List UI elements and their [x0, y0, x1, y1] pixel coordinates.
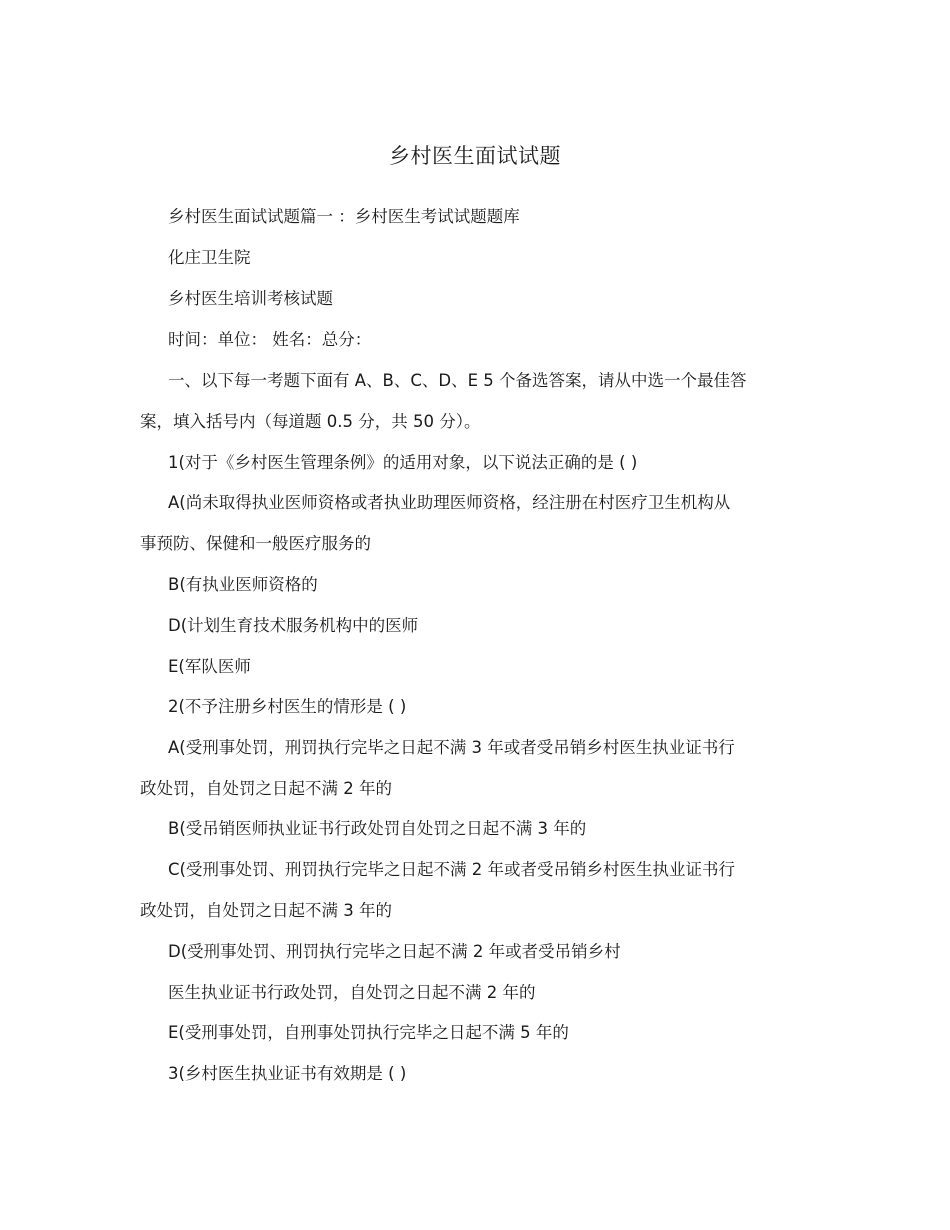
- text-line: 时间：单位： 姓名：总分：: [168, 330, 372, 349]
- option-line: D(计划生育技术服务机构中的医师: [168, 616, 419, 635]
- option-line: B(有执业医师资格的: [168, 575, 318, 594]
- option-line: 医生执业证书行政处罚，自处罚之日起不满 2 年的: [168, 983, 536, 1002]
- option-line: 政处罚，自处罚之日起不满 3 年的: [140, 901, 392, 920]
- option-line: E(受刑事处罚，自刑事处罚执行完毕之日起不满 5 年的: [168, 1023, 569, 1042]
- text-line: 乡村医生培训考核试题: [168, 289, 333, 308]
- text-line: 一、以下每一考题下面有 A、B、C、D、E 5 个备选答案，请从中选一个最佳答: [168, 371, 747, 390]
- question-line: 1(对于《乡村医生管理条例》的适用对象，以下说法正确的是 ( ): [168, 453, 638, 472]
- option-line: E(军队医师: [168, 657, 251, 676]
- option-line: B(受吊销医师执业证书行政处罚自处罚之日起不满 3 年的: [168, 819, 587, 838]
- text-line: 案，填入括号内（每道题 0.5 分，共 50 分）。: [140, 412, 481, 431]
- option-line: 政处罚，自处罚之日起不满 2 年的: [140, 779, 392, 798]
- option-line: A(尚未取得执业医师资格或者执业助理医师资格，经注册在村医疗卫生机构从: [168, 493, 731, 512]
- document-title: 乡村医生面试试题: [389, 144, 561, 168]
- text-line: 乡村医生面试试题篇一 ：乡村医生考试试题题库: [168, 207, 520, 226]
- option-line: 事预防、保健和一般医疗服务的: [140, 534, 371, 553]
- text-line: 化庄卫生院: [168, 248, 251, 267]
- question-line: 3(乡村医生执业证书有效期是 ( ): [168, 1064, 407, 1083]
- option-line: C(受刑事处罚、刑罚执行完毕之日起不满 2 年或者受吊销乡村医生执业证书行: [168, 860, 735, 879]
- option-line: D(受刑事处罚、刑罚执行完毕之日起不满 2 年或者受吊销乡村: [168, 942, 621, 961]
- option-line: A(受刑事处罚，刑罚执行完毕之日起不满 3 年或者受吊销乡村医生执业证书行: [168, 738, 735, 757]
- question-line: 2(不予注册乡村医生的情形是 ( ): [168, 697, 407, 716]
